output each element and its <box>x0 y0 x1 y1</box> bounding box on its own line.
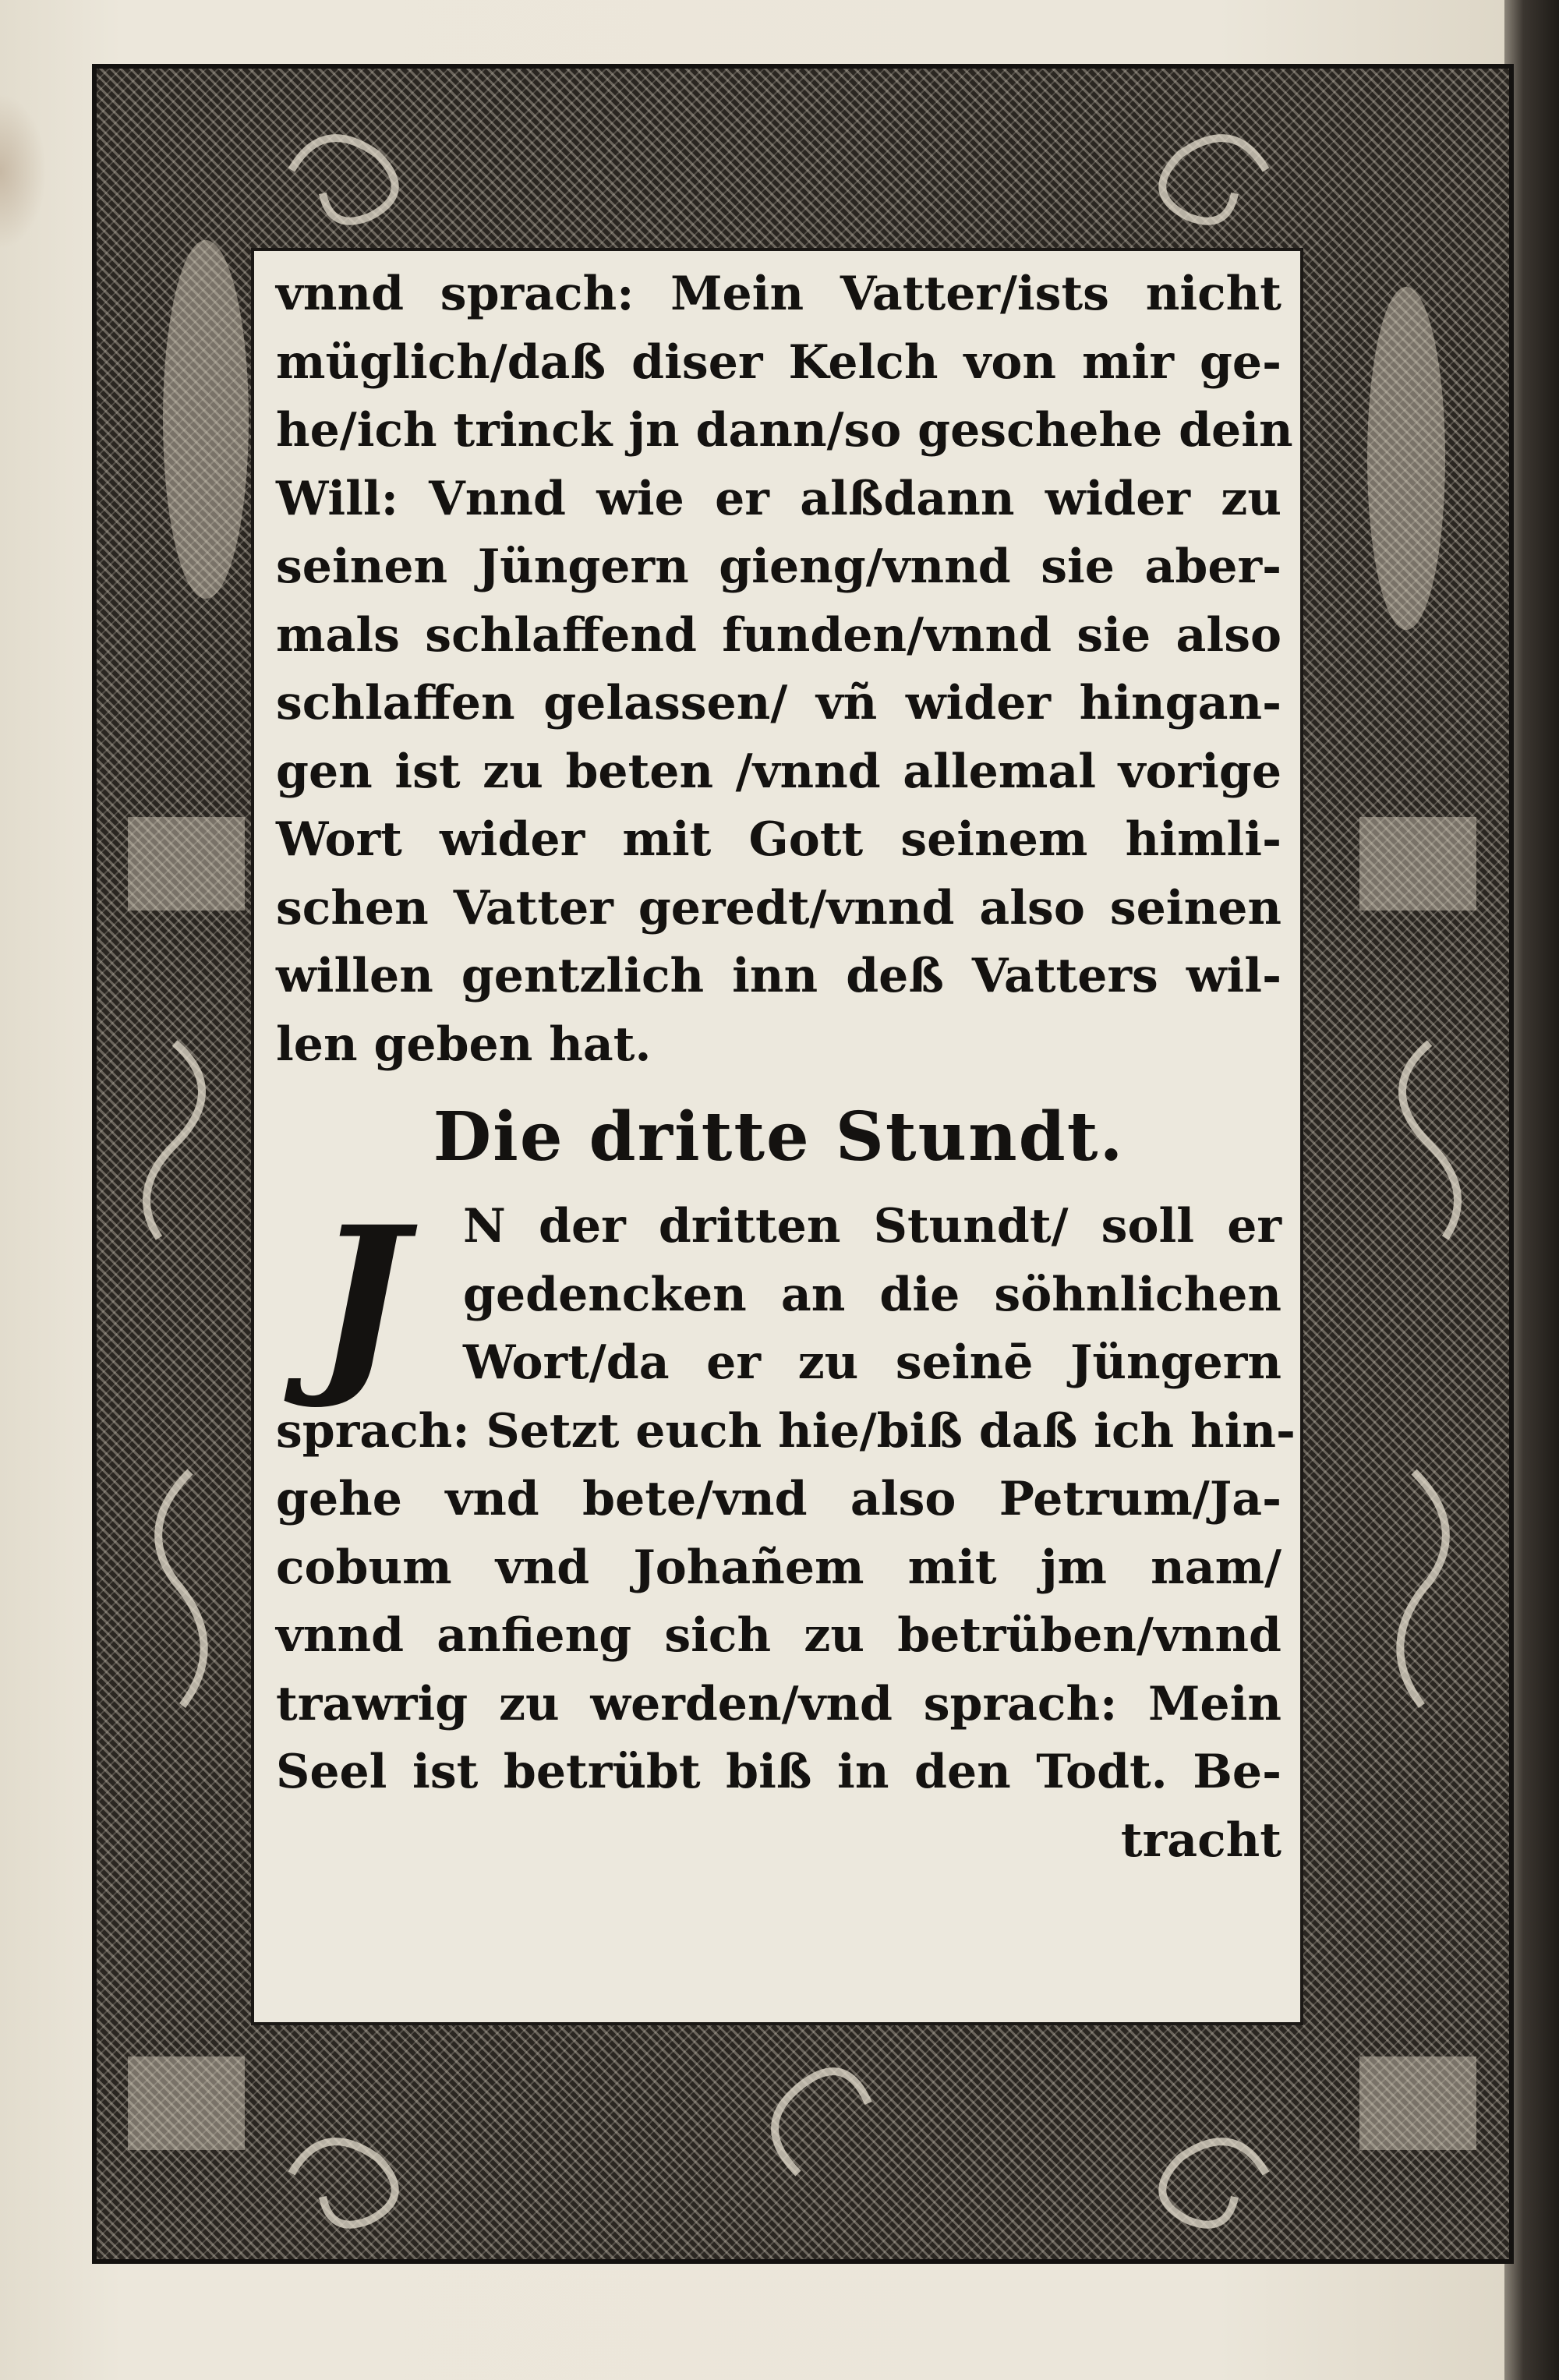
text-panel <box>251 248 1303 2025</box>
text-line: schen Vatter geredt/vnnd also seinen <box>276 880 1281 935</box>
section-heading: Die dritte Stundt. <box>433 1098 1125 1176</box>
text-line: vnnd anfieng sich zu betrüben/vnnd <box>276 1608 1281 1663</box>
text-line: schlaffen gelassen/ vñ wider hingan- <box>276 676 1281 730</box>
text-line: trawrig zu werden/vnd sprach: Mein <box>276 1676 1281 1731</box>
text-line: seinen Jüngern gieng/vnnd sie aber- <box>276 539 1281 594</box>
initial-block <box>276 1183 1281 1413</box>
text-line: cobum vnd Johañem mit jm nam/ <box>276 1540 1281 1595</box>
text-line: willen gentzlich inn deß Vatters wil- <box>276 949 1281 1003</box>
text-line: müglich/daß diser Kelch von mir ge- <box>276 334 1281 390</box>
text-line: mals schlaffend funden/vnnd sie also <box>276 607 1281 663</box>
paper-stain <box>0 94 47 249</box>
text-line: len geben hat. <box>276 1017 652 1072</box>
text-line: vnnd sprach: Mein Vatter/ists nicht <box>276 267 1281 321</box>
text-line: gedencken an die söhnlichen <box>463 1267 1281 1322</box>
catchword: tracht <box>1120 1812 1281 1868</box>
text-line: sprach: Setzt euch hie/biß daß ich hin- <box>276 1403 1296 1459</box>
text-line: gehe vnd bete/vnd also Petrum/Ja- <box>276 1472 1281 1526</box>
decorated-initial: J <box>314 1183 408 1413</box>
text-line: he/ich trinck jn dann/so geschehe dein <box>276 403 1293 458</box>
text-line: N der dritten Stundt/ soll er <box>463 1199 1281 1254</box>
body-text <box>276 260 1296 1875</box>
text-line: Wort wider mit Gott seinem himli- <box>276 812 1281 867</box>
text-line: Wort/da er zu seinē Jüngern <box>463 1335 1281 1390</box>
text-line: gen ist zu beten /vnnd allemal vorige <box>276 744 1281 799</box>
text-line: Seel ist betrübt biß in den Todt. Be- <box>276 1745 1281 1799</box>
text-line: Will: Vnnd wie er alßdann wider zu <box>276 471 1281 526</box>
